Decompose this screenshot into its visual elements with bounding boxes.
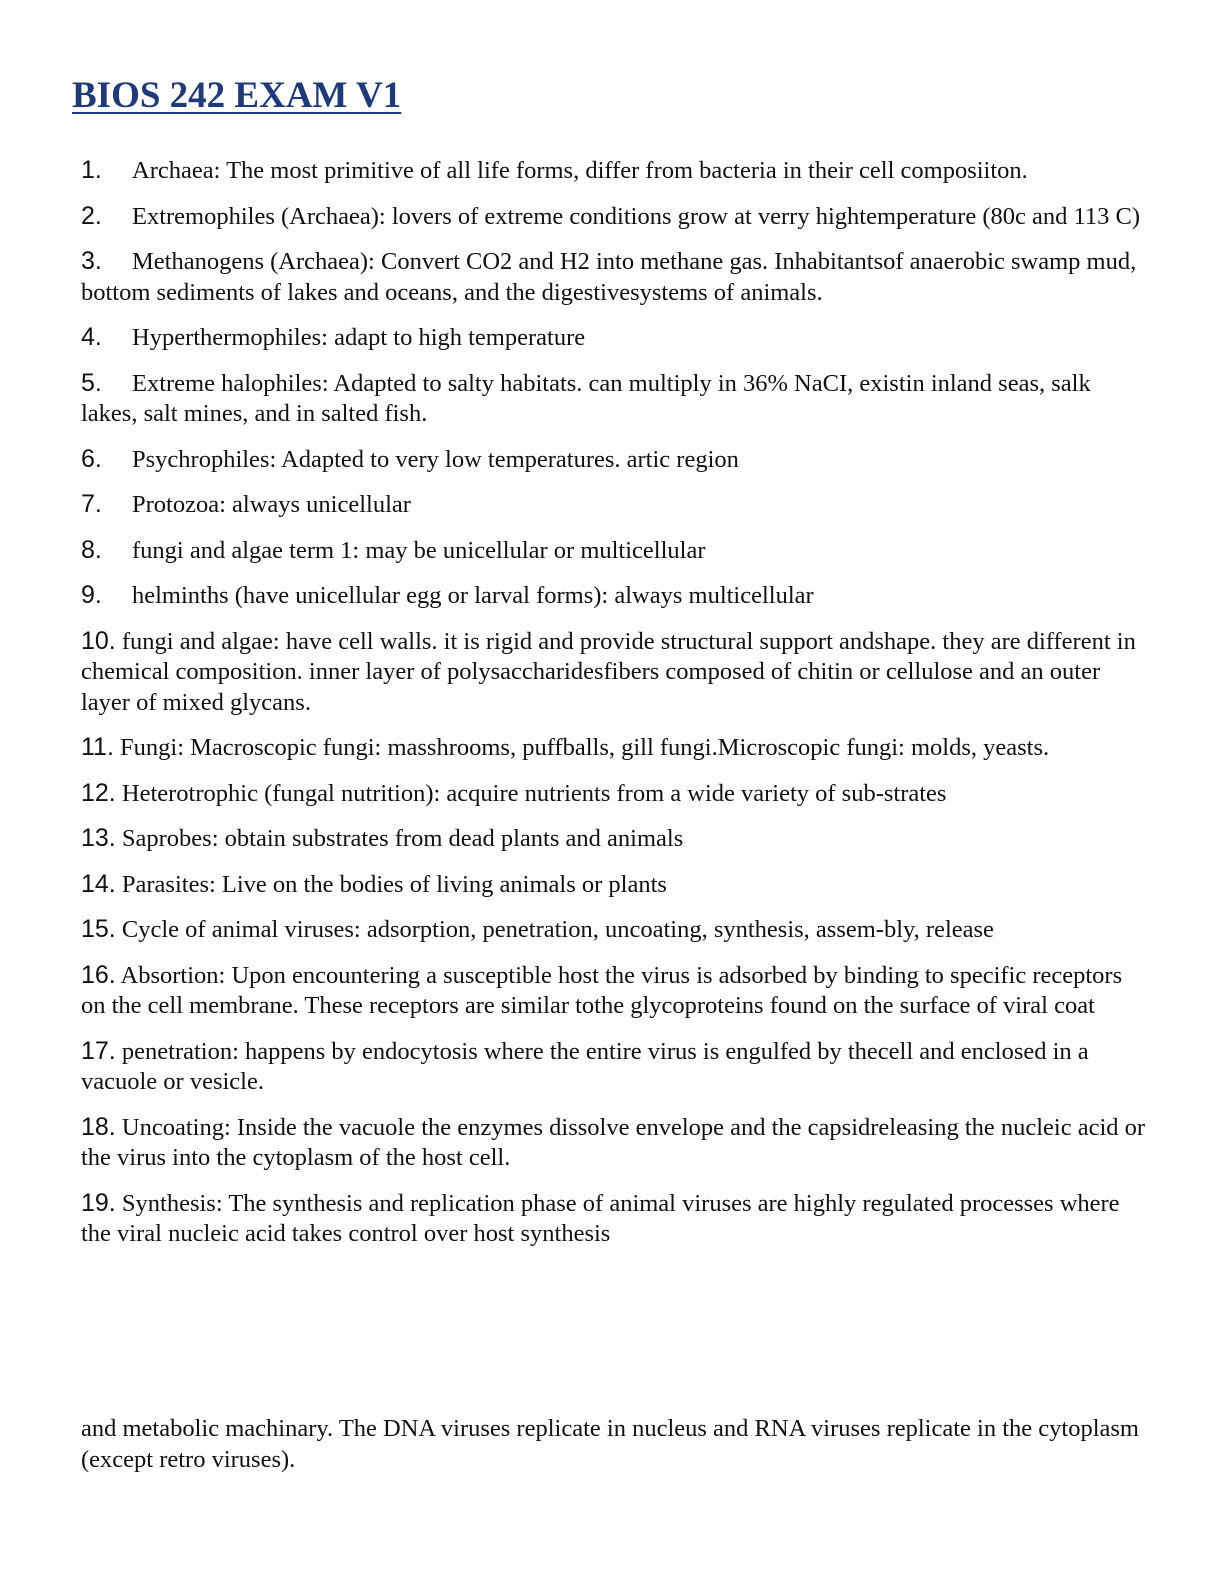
item-number: 17.	[81, 1036, 116, 1065]
item-number: 4.	[81, 323, 102, 351]
item-number: 14.	[81, 869, 116, 898]
item-number: 8.	[81, 535, 102, 564]
item-text: Hyperthermophiles: adapt to high temperature	[132, 324, 586, 351]
list-item	[81, 732, 1151, 764]
list-item	[81, 823, 1151, 855]
item-text: Extremophiles (Archaea): lovers of extreme conditions grow at verry hightemperature (80c and 113 C)	[132, 202, 1141, 230]
item-text: Uncoating: Inside the vacuole the enzymes dissolve envelope and the capsidreleasing the nucleic acid or the virus into the cytoplasm of the host cell.	[81, 1113, 1146, 1171]
list-item	[81, 1188, 1151, 1250]
item-text: Methanogens (Archaea): Convert CO2 and H2 into methane gas. Inhabitantsof anaerobic swamp mud, bottom sediments of lakes and oceans, and the digestivesystems of animals.	[81, 248, 1137, 306]
item-text: Parasites: Live on the bodies of living animals or plants	[121, 870, 667, 898]
item-text: Fungi: Macroscopic fungi: masshrooms, puffballs, gill fungi.Microscopic fungi: molds, yeasts.	[120, 734, 1050, 761]
list-item	[81, 368, 1151, 430]
item-number: 10.	[81, 626, 116, 655]
item-text: penetration: happens by endocytosis where the entire virus is engulfed by thecell and enclosed in a vacuole or vesicle.	[81, 1037, 1089, 1095]
list-item	[81, 535, 1151, 567]
item-text: Psychrophiles: Adapted to very low temperatures. artic region	[132, 445, 739, 473]
item-text: fungi and algae: have cell walls. it is rigid and provide structural support andshape. they are different in chemical composition. inner layer of polysaccharidesfibers composed of chitin or cellulose and an outer layer of mixed glycans.	[81, 627, 1136, 716]
list-item	[81, 322, 1151, 354]
item-text: Heterotrophic (fungal nutrition): acquire nutrients from a wide variety of sub-strates	[121, 779, 947, 807]
item-text: helminths (have unicellular egg or larval forms): always multicellular	[132, 582, 814, 609]
item-text: Cycle of animal viruses: adsorption, penetration, uncoating, synthesis, assem-bly, release	[121, 916, 994, 943]
item-number: 2.	[81, 201, 102, 230]
list-item	[81, 444, 1151, 476]
list-item	[81, 489, 1151, 521]
item-text: Saprobes: obtain substrates from dead plants and animals	[121, 825, 684, 852]
item-number: 7.	[81, 490, 102, 518]
question-list	[81, 155, 1151, 1264]
list-item	[81, 626, 1151, 719]
item-number: 15.	[81, 915, 116, 943]
list-item	[81, 1112, 1151, 1174]
list-item	[81, 580, 1151, 612]
item-number: 18.	[81, 1112, 116, 1141]
item-text: fungi and algae term 1: may be unicellular or multicellular	[132, 536, 706, 564]
item-text: Absortion: Upon encountering a susceptible host the virus is adsorbed by binding to specific receptors on the cell membrane. These receptors are similar tothe glycoproteins found on the surface of viral coat	[81, 961, 1123, 1019]
item-number: 9.	[81, 581, 102, 609]
list-item	[81, 778, 1151, 810]
item-number: 5.	[81, 368, 102, 397]
item-number: 13.	[81, 824, 116, 852]
item-number: 19.	[81, 1188, 116, 1217]
item-number: 6.	[81, 444, 102, 473]
item-number: 12.	[81, 778, 116, 807]
item-text: Archaea: The most primitive of all life forms, differ from bacteria in their cell composiiton.	[132, 157, 1028, 184]
document-title: BIOS 242 EXAM V1	[72, 75, 402, 116]
item-text: Extreme halophiles: Adapted to salty habitats. can multiply in 36% NaCI, existin inland seas, salk lakes, salt mines, and in salted fish.	[81, 369, 1091, 427]
item-number: 16.	[81, 960, 116, 989]
continuation-paragraph: and metabolic machinary. The DNA viruses replicate in nucleus and RNA viruses replicate in the cytoplasm (except retro viruses).	[81, 1415, 1139, 1473]
item-number: 3.	[81, 247, 102, 275]
item-text: Synthesis: The synthesis and replication phase of animal viruses are highly regulated processes where the viral nucleic acid takes control over host synthesis	[81, 1189, 1120, 1247]
list-item	[81, 155, 1151, 187]
list-item	[81, 869, 1151, 901]
list-item	[81, 914, 1151, 946]
list-item	[81, 246, 1151, 308]
list-item	[81, 1036, 1151, 1098]
list-item	[81, 201, 1151, 233]
item-text: Protozoa: always unicellular	[132, 491, 411, 518]
list-item	[81, 960, 1151, 1022]
item-number: 11.	[81, 733, 114, 761]
item-number: 1.	[81, 156, 102, 184]
